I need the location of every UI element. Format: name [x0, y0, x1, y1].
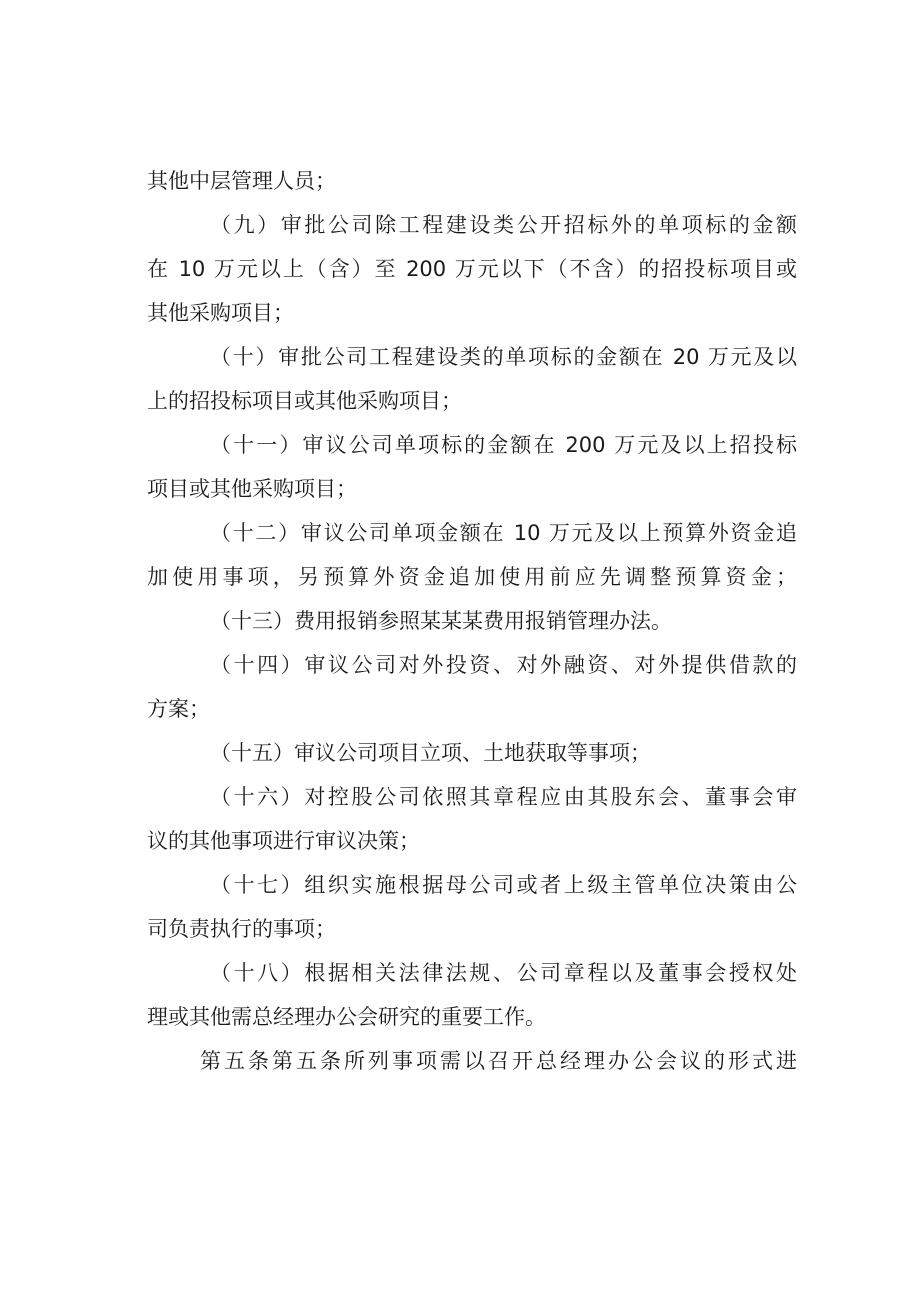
clause-17-line: （十七）组织实施根据母公司或者上级主管单位决策由公: [210, 873, 797, 897]
clause-12-line: （十二）审议公司单项金额在 10 万元及以上预算外资金追: [210, 521, 797, 545]
text-line: 加使用事项，另预算外资金追加使用前应先调整预算资金；: [147, 565, 797, 589]
text-line: 方案；: [147, 697, 210, 721]
text-line: 项目或其他采购项目；: [147, 477, 357, 501]
clause-13-line: （十三）费用报销参照某某某费用报销管理办法。: [210, 609, 672, 633]
clause-18-line: （十八）根据相关法律法规、公司章程以及董事会授权处: [210, 961, 797, 985]
clause-11-line: （十一）审议公司单项标的金额在 200 万元及以上招投标: [210, 433, 797, 457]
text-line: 司负责执行的事项；: [147, 917, 336, 941]
clause-14-line: （十四）审议公司对外投资、对外融资、对外提供借款的: [210, 653, 797, 677]
text-line: 其他采购项目；: [147, 301, 294, 325]
text-line: 在 10 万元以上（含）至 200 万元以下（不含）的招投标项目或: [147, 257, 797, 281]
text-line: 其他中层管理人员；: [147, 169, 336, 193]
text-line: 上的招投标项目或其他采购项目；: [147, 389, 462, 413]
text-line: 理或其他需总经理办公会研究的重要工作。: [147, 1005, 546, 1029]
clause-16-line: （十六）对控股公司依照其章程应由其股东会、董事会审: [210, 785, 797, 809]
article-5-line: 第五条第五条所列事项需以召开总经理办公会议的形式进: [200, 1049, 797, 1073]
clause-9-line: （九）审批公司除工程建设类公开招标外的单项标的金额: [210, 213, 797, 237]
text-line: 议的其他事项进行审议决策；: [147, 829, 420, 853]
clause-15-line: （十五）审议公司项目立项、土地获取等事项；: [210, 741, 651, 765]
clause-10-line: （十）审批公司工程建设类的单项标的金额在 20 万元及以: [210, 345, 797, 369]
